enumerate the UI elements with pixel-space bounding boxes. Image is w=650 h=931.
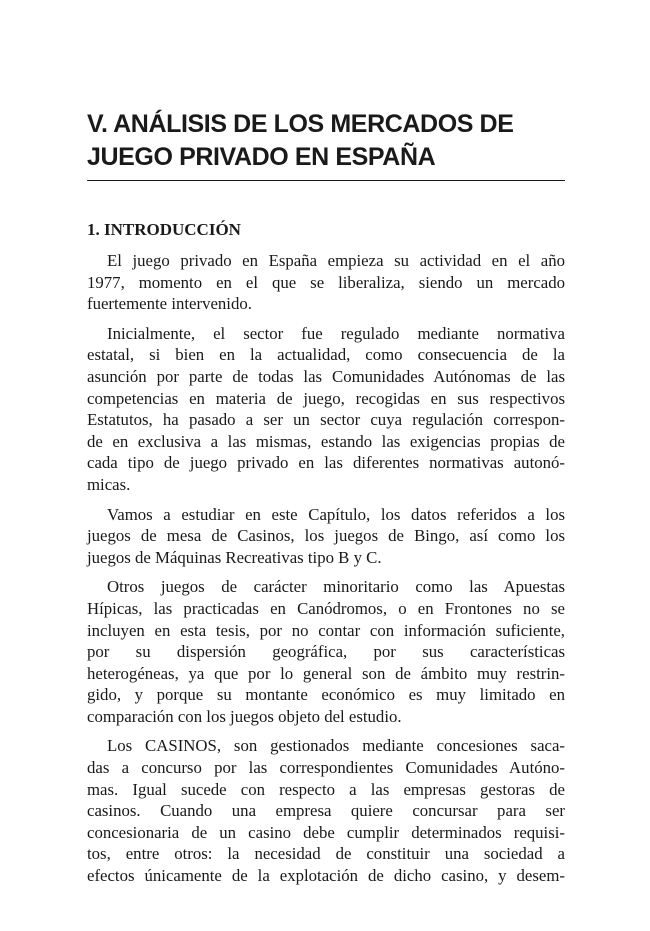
text-line: fuertemente intervenido. xyxy=(87,294,252,314)
text-line: Los CASINOS, son gestionados mediante concesiones saca- xyxy=(107,736,565,756)
text-line: efectos únicamente de la explotación de dicho casino, y desem- xyxy=(87,866,565,886)
text-line: gido, y porque su montante económico es muy limitado en xyxy=(87,685,565,705)
text-line: concesionaria de un casino debe cumplir determinados requisi- xyxy=(87,822,565,842)
section-heading: 1. INTRODUCCIÓN xyxy=(87,220,241,239)
text-line: micas. xyxy=(87,474,131,494)
text-line: por su dispersión geográfica, por sus características xyxy=(87,642,565,662)
text-line: casinos. Cuando una empresa quiere concursar para ser xyxy=(87,801,565,821)
chapter-title xyxy=(87,108,565,174)
document-page xyxy=(87,108,565,895)
chapter-title-line: V. ANÁLISIS DE LOS MERCADOS DE xyxy=(87,110,514,138)
title-divider xyxy=(87,180,565,181)
text-line: 1977, momento en el que se liberaliza, siendo un mercado xyxy=(87,272,565,292)
text-line: heterogéneas, ya que por lo general son de ámbito muy restrin- xyxy=(87,663,565,683)
text-line: Inicialmente, el sector fue regulado mediante normativa xyxy=(107,323,565,343)
text-line: asunción por parte de todas las Comunidades Autónomas de las xyxy=(87,366,565,386)
text-line: comparación con los juegos objeto del estudio. xyxy=(87,706,402,726)
paragraph-scope xyxy=(87,504,565,569)
text-line: juegos de mesa de Casinos, los juegos de Bingo, así como los xyxy=(87,526,565,546)
text-line: tos, entre otros: la necesidad de constituir una sociedad a xyxy=(87,844,565,864)
text-line: mas. Igual sucede con respecto a las empresas gestoras de xyxy=(87,779,565,799)
text-line: de en exclusiva a las mismas, estando las exigencias propias de xyxy=(87,431,565,451)
paragraph-casinos xyxy=(87,735,565,886)
text-line: Otros juegos de carácter minoritario como las Apuestas xyxy=(107,577,565,597)
chapter-title-line: JUEGO PRIVADO EN ESPAÑA xyxy=(87,143,436,171)
text-line: competencias en materia de juego, recogidas en sus respectivos xyxy=(87,388,565,408)
text-line: das a concurso por las correspondientes Comunidades Autóno- xyxy=(87,758,565,778)
text-line: Estatutos, ha pasado a ser un sector cuya regulación correspon- xyxy=(87,410,565,430)
paragraph-intro xyxy=(87,250,565,315)
text-line: incluyen en esta tesis, por no contar con información suficiente, xyxy=(87,620,565,640)
paragraph-regulation xyxy=(87,323,565,496)
text-line: Vamos a estudiar en este Capítulo, los datos referidos a los xyxy=(107,504,565,524)
text-line: estatal, si bien en la actualidad, como consecuencia de la xyxy=(87,345,565,365)
paragraph-excluded-games xyxy=(87,576,565,727)
text-line: cada tipo de juego privado en las diferentes normativas autonó- xyxy=(87,453,565,473)
text-line: Hípicas, las practicadas en Canódromos, o en Frontones no se xyxy=(87,598,565,618)
text-line: El juego privado en España empieza su actividad en el año xyxy=(107,251,565,270)
text-line: juegos de Máquinas Recreativas tipo B y C. xyxy=(87,547,382,567)
